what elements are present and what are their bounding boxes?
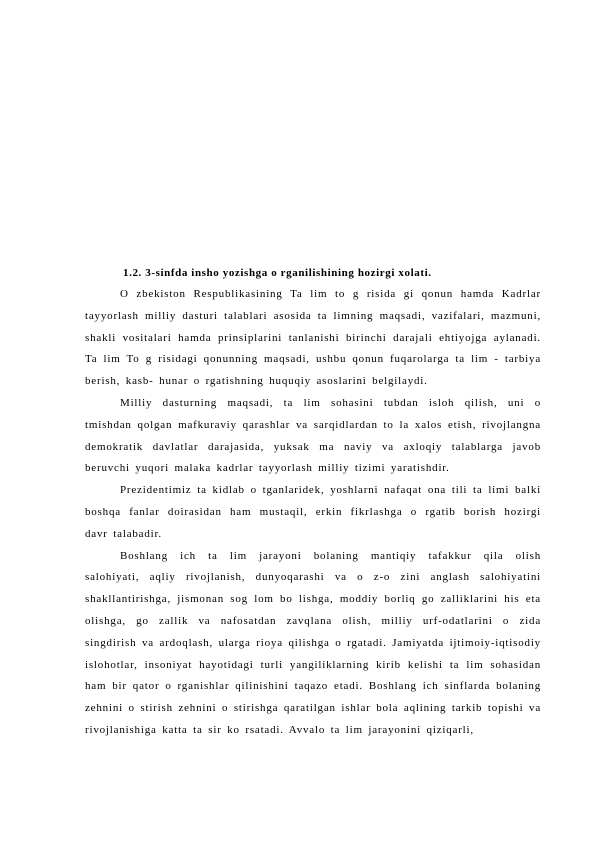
document-body (85, 262, 541, 742)
section-heading: 1.2. 3-sinfda insho yozishga o rganilishining hozirgi xolati. (123, 267, 432, 279)
paragraph-1: O zbekiston Respublikasining Ta lim to g risida gi qonun hamda Kadrlar tayyorlash milliy dasturi talablari asosida ta limning maqsadi, vazifalari, mazmuni, shakli vositalari hamda prinsiplarini tanlanishi birinchi darajali ehtiyojga aylanadi. Ta lim To g risidagi qonunning maqsadi, ushbu qonun fuqarolarga ta lim - tarbiya berish, kasb- hunar o rgatishning huquqiy asoslarini belgilaydi. (85, 288, 541, 388)
paragraph-4: Boshlang ich ta lim jarayoni bolaning mantiqiy tafakkur qila olish salohiyati, aqliy rivojlanish, dunyoqarashi va o z-o zini anglash salohiyatini shakllantirishga, jismonan sog lom bo lishga, moddiy borliq go zalliklarini his eta olishga, go zallik va nafosatdan zavqlana olish, milliy urf-odatlarini o zida singdirish va ardoqlash, ularga rioya qilishga o rgatadi. Jamiyatda ijtimoiy-iqtisodiy islohotlar, insoniyat hayotidagi turli yangiliklarning kirib kelishi ta lim sohasidan ham bir qator o rganishlar qilinishini taqazo etadi. Boshlang ich sinflarda bolaning zehnini o stirish zehnini o stirishga qaratilgan ishlar bola aqlining tarkib topishi va rivojlanishiga katta ta sir ko rsatadi. Avvalo ta lim jarayonini qiziqarli, (85, 549, 541, 736)
paragraph-2: Milliy dasturning maqsadi, ta lim sohasini tubdan isloh qilish, uni o tmishdan qolgan mafkuraviy qarashlar va sarqidlardan to la xalos etish, rivojlangna demokratik davlatlar darajasida, yuksak ma naviy va axloqiy talablarga javob beruvchi yuqori malaka kadrlar tayyorlash milliy tizimi yaratishdir. (85, 396, 541, 475)
paragraph-3: Prezidentimiz ta kidlab o tganlaridek, yoshlarni nafaqat ona tili ta limi balki boshqa fanlar doirasidan ham mustaqil, erkin fikrlashga o rgatib borish hozirgi davr talabadir. (85, 484, 541, 540)
